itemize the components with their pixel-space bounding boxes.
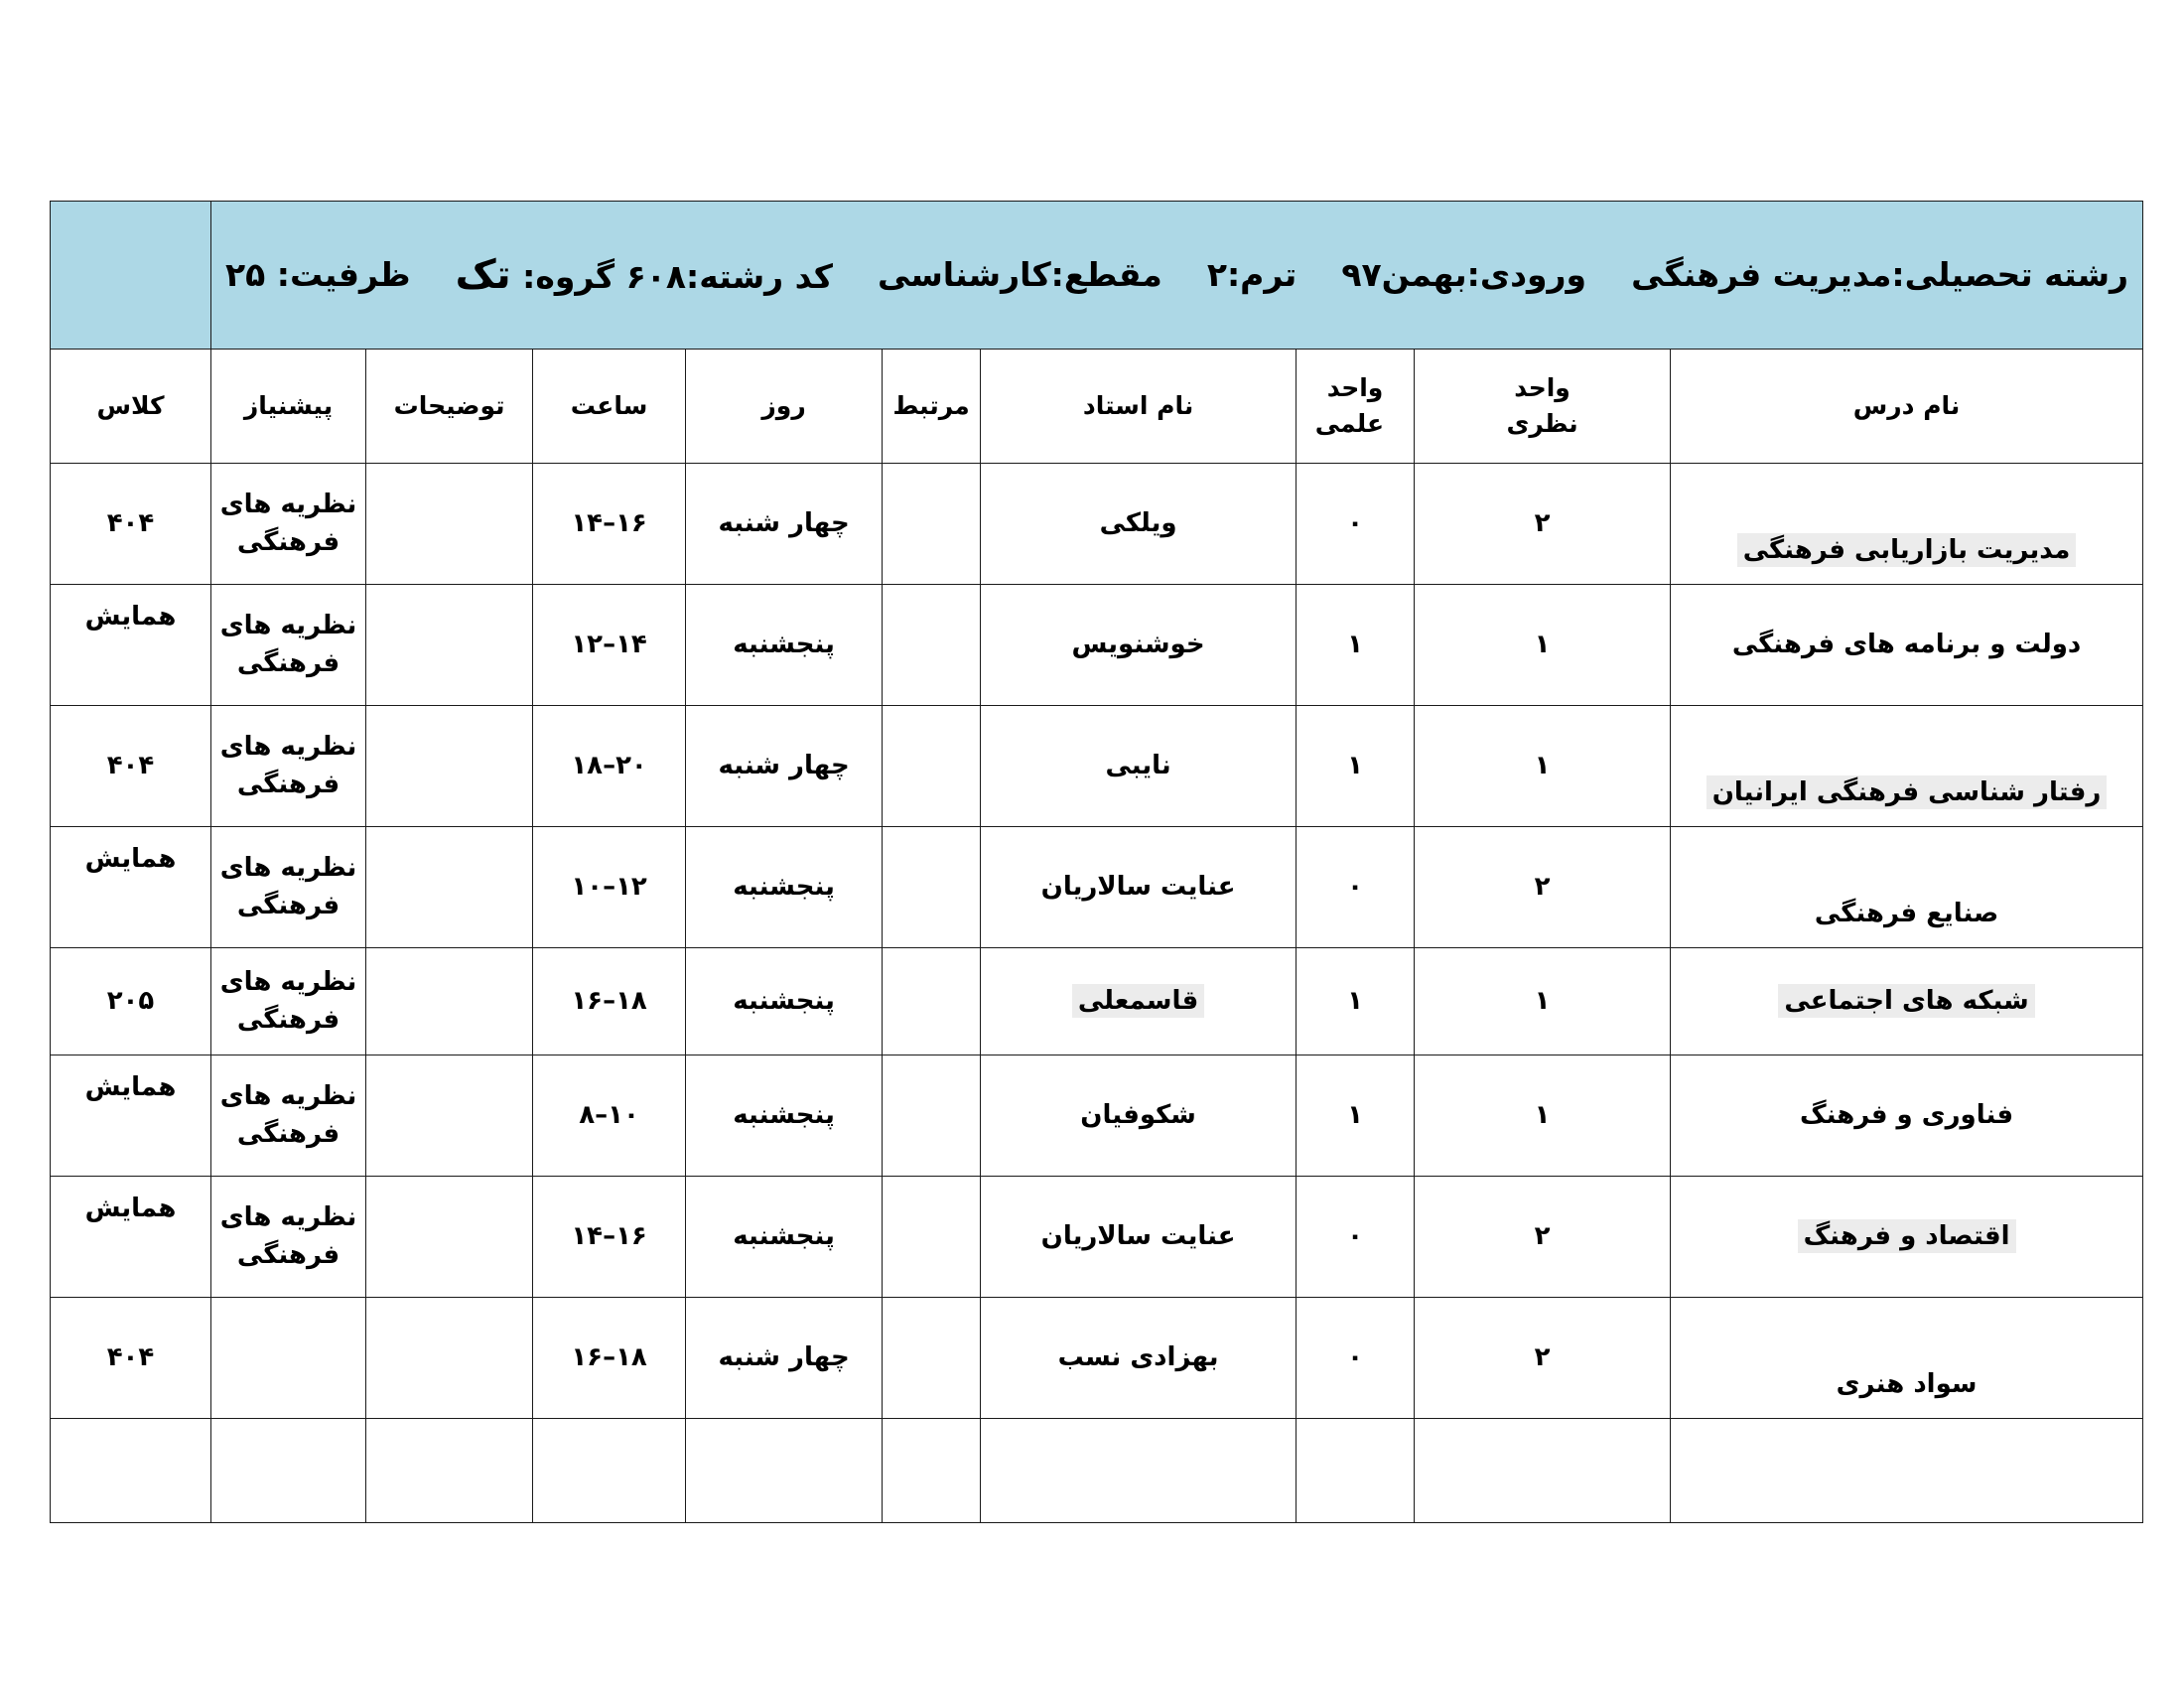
instructor-cell: شکوفیان xyxy=(981,1055,1297,1177)
theory-units-cell: ۲ xyxy=(1415,1298,1671,1419)
class-cell: همایش xyxy=(51,827,211,948)
empty-cell xyxy=(1415,1419,1671,1523)
term: ترم:۲ xyxy=(1206,255,1297,295)
course-name: شبکه های اجتماعی xyxy=(1778,984,2034,1018)
col-header-class: کلاس xyxy=(51,350,211,464)
empty-row xyxy=(51,1419,2143,1523)
class-cell: ۴۰۴ xyxy=(51,1298,211,1419)
col-header-related: مرتبط xyxy=(883,350,981,464)
empty-cell xyxy=(1671,1419,2143,1523)
empty-cell xyxy=(366,1419,533,1523)
practical-units-cell: ۰ xyxy=(1297,1298,1415,1419)
time-cell: ۲۰–۱۸ xyxy=(533,706,686,827)
time-cell: ۱۲–۱۰ xyxy=(533,827,686,948)
practical-units-cell: ۱ xyxy=(1297,585,1415,706)
time-cell: ۱۴–۱۲ xyxy=(533,585,686,706)
instructor-cell: عنایت سالاریان xyxy=(981,827,1297,948)
table-row xyxy=(51,1177,2143,1298)
field-code-group xyxy=(456,246,833,304)
empty-cell xyxy=(686,1419,883,1523)
course-schedule-table xyxy=(50,201,2143,1523)
theory-units-cell: ۱ xyxy=(1415,585,1671,706)
col-header-time: ساعت xyxy=(533,350,686,464)
capacity: ظرفیت: ۲۵ xyxy=(225,255,411,295)
table-row xyxy=(51,464,2143,585)
time-cell: ۱۸–۱۶ xyxy=(533,1298,686,1419)
col-header-theory-units: واحد نظری xyxy=(1415,350,1671,464)
course-name-cell: فناوری و فرهنگ xyxy=(1671,1055,2143,1177)
table-row xyxy=(51,827,2143,948)
course-name-cell: صنایع فرهنگی xyxy=(1671,827,2143,948)
related-cell xyxy=(883,706,981,827)
related-cell xyxy=(883,1298,981,1419)
time-cell: ۱۶–۱۴ xyxy=(533,464,686,585)
class-cell: همایش xyxy=(51,1177,211,1298)
program-info-cell xyxy=(211,202,2143,350)
group-label: گروه: xyxy=(522,257,615,296)
instructor-cell: ویلکی xyxy=(981,464,1297,585)
prereq-cell: نظریه های فرهنگی xyxy=(211,1177,366,1298)
table-row xyxy=(51,585,2143,706)
day-cell: پنجشنبه xyxy=(686,827,883,948)
class-cell: ۴۰۴ xyxy=(51,464,211,585)
day-cell: پنجشنبه xyxy=(686,585,883,706)
empty-cell xyxy=(1297,1419,1415,1523)
table-row xyxy=(51,948,2143,1055)
info-blank-cell xyxy=(51,202,211,350)
related-cell xyxy=(883,464,981,585)
col-header-prereq: پیشنیاز xyxy=(211,350,366,464)
day-cell: چهار شنبه xyxy=(686,464,883,585)
theory-units-cell: ۲ xyxy=(1415,464,1671,585)
notes-cell xyxy=(366,706,533,827)
prereq-cell: نظریه های فرهنگی xyxy=(211,464,366,585)
table-row xyxy=(51,1055,2143,1177)
practical-units-cell: ۰ xyxy=(1297,1177,1415,1298)
prereq-cell: نظریه های فرهنگی xyxy=(211,706,366,827)
practical-units-cell: ۱ xyxy=(1297,1055,1415,1177)
entry-date: ورودی:بهمن۹۷ xyxy=(1341,255,1587,295)
related-cell xyxy=(883,827,981,948)
col-header-practical-units: واحد علمی xyxy=(1297,350,1415,464)
empty-cell xyxy=(981,1419,1297,1523)
col-header-notes: توضیحات xyxy=(366,350,533,464)
course-name: اقتصاد و فرهنگ xyxy=(1798,1219,2016,1253)
degree-level: مقطع:کارشناسی xyxy=(877,255,1162,295)
instructor-cell: خوشنویس xyxy=(981,585,1297,706)
practical-units-cell: ۱ xyxy=(1297,706,1415,827)
group-value: تک xyxy=(455,252,511,298)
practical-units-cell: ۰ xyxy=(1297,827,1415,948)
instructor-cell: نایبی xyxy=(981,706,1297,827)
class-cell: همایش xyxy=(51,585,211,706)
practical-units-cell: ۱ xyxy=(1297,948,1415,1055)
course-name-cell xyxy=(1671,464,2143,585)
field-code: کد رشته:۶۰۸ xyxy=(625,257,833,296)
notes-cell xyxy=(366,1055,533,1177)
class-cell: همایش xyxy=(51,1055,211,1177)
course-name-cell: دولت و برنامه های فرهنگی xyxy=(1671,585,2143,706)
practical-units-cell: ۰ xyxy=(1297,464,1415,585)
time-cell: ۱۶–۱۴ xyxy=(533,1177,686,1298)
notes-cell xyxy=(366,1298,533,1419)
prereq-cell: نظریه های فرهنگی xyxy=(211,948,366,1055)
course-name-cell xyxy=(1671,706,2143,827)
related-cell xyxy=(883,948,981,1055)
time-cell: ۱۰–۸ xyxy=(533,1055,686,1177)
theory-units-cell: ۱ xyxy=(1415,1055,1671,1177)
notes-cell xyxy=(366,464,533,585)
theory-units-cell: ۱ xyxy=(1415,706,1671,827)
related-cell xyxy=(883,1177,981,1298)
notes-cell xyxy=(366,585,533,706)
theory-units-cell: ۱ xyxy=(1415,948,1671,1055)
day-cell: پنجشنبه xyxy=(686,948,883,1055)
program-info-line xyxy=(225,246,2128,304)
course-name: رفتار شناسی فرهنگی ایرانیان xyxy=(1706,775,2108,809)
column-header-row xyxy=(51,350,2143,464)
instructor-name: قاسمعلی xyxy=(1072,984,1204,1018)
course-name-cell: سواد هنری xyxy=(1671,1298,2143,1419)
notes-cell xyxy=(366,1177,533,1298)
day-cell: پنجشنبه xyxy=(686,1055,883,1177)
table-row xyxy=(51,706,2143,827)
class-cell: ۲۰۵ xyxy=(51,948,211,1055)
empty-cell xyxy=(883,1419,981,1523)
instructor-cell: عنایت سالاریان xyxy=(981,1177,1297,1298)
col-header-day: روز xyxy=(686,350,883,464)
table-row xyxy=(51,1298,2143,1419)
course-name: مدیریت بازاریابی فرهنگی xyxy=(1737,533,2077,567)
empty-cell xyxy=(51,1419,211,1523)
time-cell: ۱۸–۱۶ xyxy=(533,948,686,1055)
empty-cell xyxy=(211,1419,366,1523)
instructor-cell: بهزادی نسب xyxy=(981,1298,1297,1419)
program-info-row xyxy=(51,202,2143,350)
prereq-cell: نظریه های فرهنگی xyxy=(211,585,366,706)
day-cell: چهار شنبه xyxy=(686,706,883,827)
prereq-cell: نظریه های فرهنگی xyxy=(211,827,366,948)
class-cell: ۴۰۴ xyxy=(51,706,211,827)
field-of-study: رشته تحصیلی:مدیریت فرهنگی xyxy=(1631,255,2129,295)
theory-units-cell: ۲ xyxy=(1415,827,1671,948)
day-cell: پنجشنبه xyxy=(686,1177,883,1298)
day-cell: چهار شنبه xyxy=(686,1298,883,1419)
related-cell xyxy=(883,585,981,706)
prereq-cell xyxy=(211,1298,366,1419)
instructor-cell xyxy=(981,948,1297,1055)
notes-cell xyxy=(366,827,533,948)
col-header-instructor: نام استاد xyxy=(981,350,1297,464)
course-name-cell xyxy=(1671,1177,2143,1298)
theory-units-cell: ۲ xyxy=(1415,1177,1671,1298)
course-name-cell xyxy=(1671,948,2143,1055)
notes-cell xyxy=(366,948,533,1055)
related-cell xyxy=(883,1055,981,1177)
prereq-cell: نظریه های فرهنگی xyxy=(211,1055,366,1177)
col-header-course: نام درس xyxy=(1671,350,2143,464)
empty-cell xyxy=(533,1419,686,1523)
